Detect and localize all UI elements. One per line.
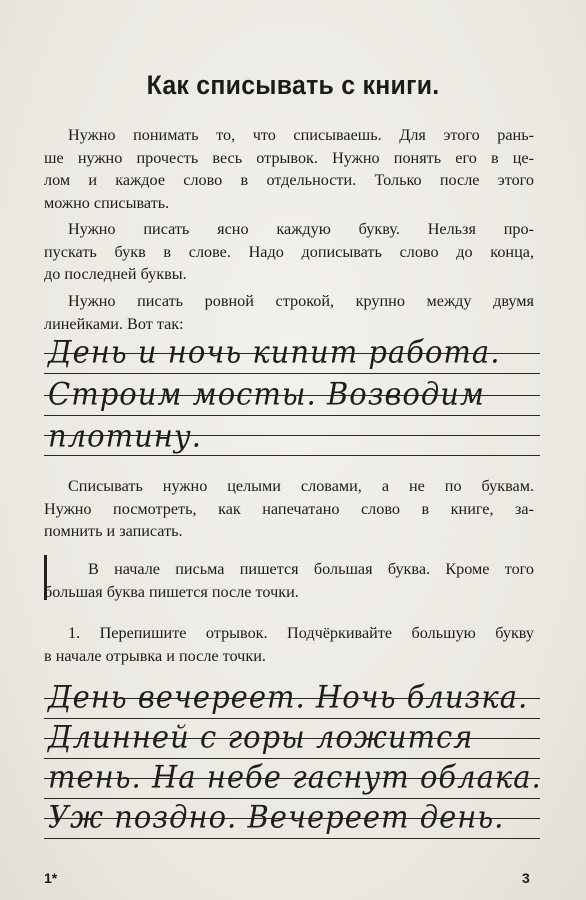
- text-line: линейками. Вот так:: [44, 314, 184, 333]
- handwriting-sample-1: [44, 335, 540, 465]
- handwritten-line: День вечереет. Ночь близка.: [48, 679, 529, 715]
- handwritten-line: Длинней с горы ложится: [48, 719, 474, 755]
- text-line: Списывать нужно целыми словами, а не по буквам.: [68, 477, 534, 495]
- text-line: 1. Перепишите отрывок. Подчёркивайте большую букву: [68, 624, 534, 642]
- text-line: до последней буквы.: [44, 265, 187, 283]
- text-line: Нужно посмотреть, как напечатано слово в книге, за-: [44, 499, 534, 518]
- letters-paragraph: [44, 218, 534, 286]
- lines-paragraph: [44, 290, 534, 335]
- text-line: Нужно писать ровной строкой, крупно между двумя: [68, 292, 534, 310]
- ruled-line: [44, 373, 540, 374]
- handwriting-sample-2: [44, 680, 540, 845]
- page-number: 3: [522, 870, 530, 886]
- handwritten-line: Уж поздно. Вечереет день.: [48, 799, 505, 835]
- page-title: Как списывать с книги.: [146, 70, 440, 100]
- text-line: Нужно писать ясно каждую букву. Нельзя про-: [68, 220, 534, 238]
- handwritten-line: День и ночь кипит работа.: [48, 334, 501, 370]
- ruled-line: [44, 415, 540, 416]
- signature-mark: 1*: [44, 870, 58, 886]
- text-line: Нужно понимать то, что списываешь. Для этого рань-: [68, 126, 534, 144]
- ruled-line: [44, 455, 540, 456]
- words-paragraph: [44, 475, 534, 543]
- handwritten-line: Строим мосты. Возводим: [48, 376, 485, 412]
- text-line: большая буква пишется после точки.: [44, 582, 299, 601]
- handwritten-line: плотину.: [48, 418, 202, 454]
- text-line: пускать букв в слове. Надо дописывать слово до конца,: [44, 242, 534, 261]
- text-line: лом и каждое слово в отдельности. Только после этого: [44, 171, 534, 189]
- handwritten-line: тень. На небе гаснут облака.: [48, 759, 542, 795]
- text-line: ше нужно прочесть весь отрывок. Нужно понять его в це-: [44, 148, 534, 167]
- exercise-paragraph: [44, 622, 534, 667]
- text-line: помнить и записать.: [44, 522, 183, 540]
- intro-paragraph: [44, 124, 534, 214]
- text-line: В начале письма пишется большая буква. Кроме того: [88, 560, 534, 578]
- text-line: в начале отрывка и после точки.: [44, 646, 266, 665]
- text-line: можно списывать.: [44, 193, 170, 212]
- ruled-line: [44, 838, 540, 839]
- capital-rule-paragraph: [44, 558, 534, 603]
